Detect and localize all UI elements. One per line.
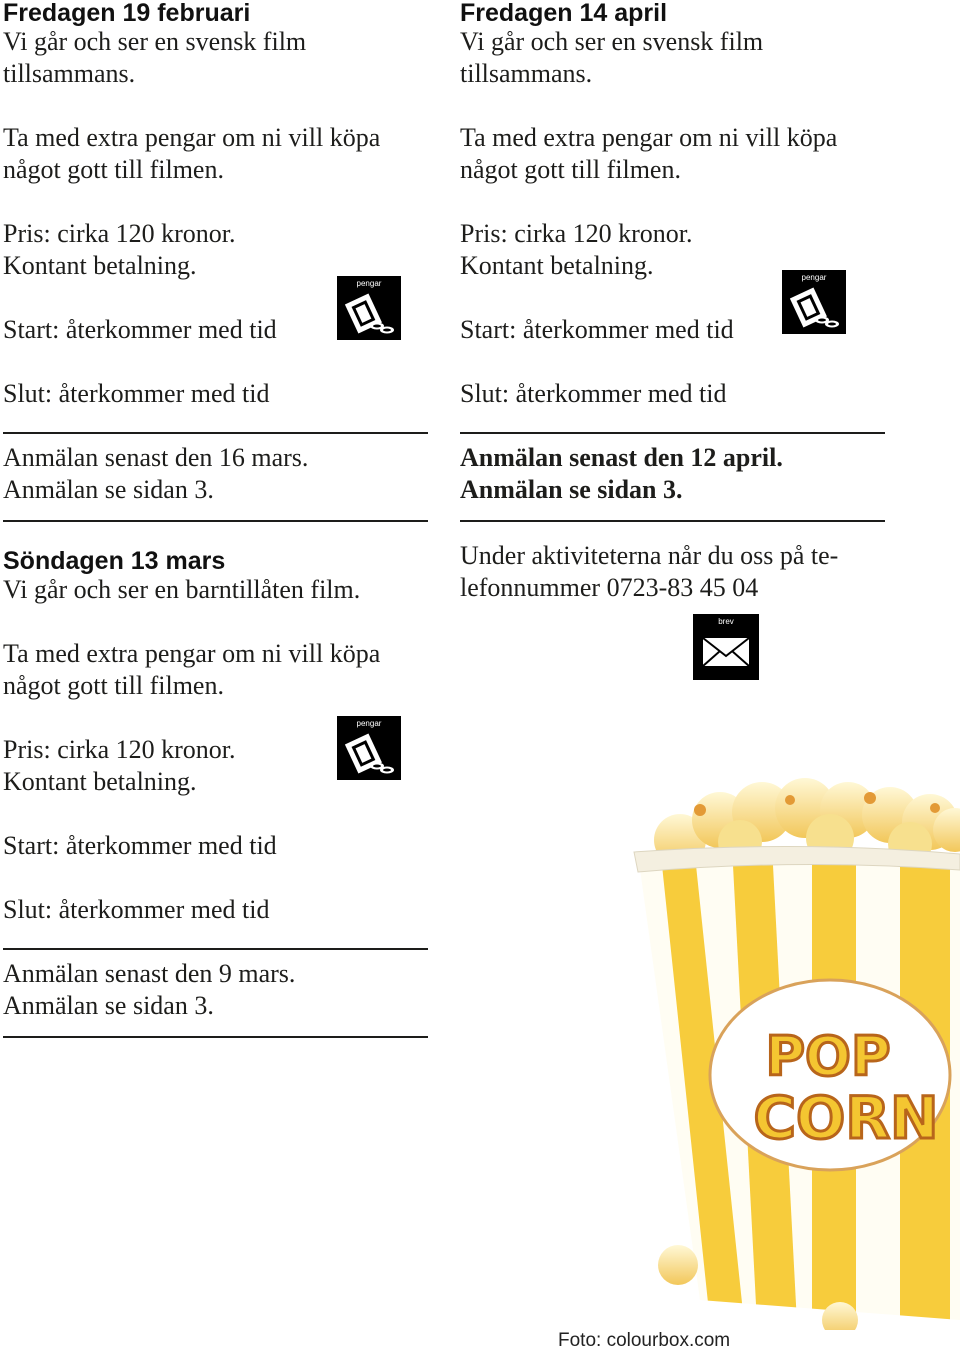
money-pictogram-label: pengar	[356, 279, 382, 288]
money-pictogram	[337, 716, 401, 780]
price-label: Pris:	[3, 219, 51, 248]
payment-method: Kontant betalning.	[3, 767, 197, 796]
price-line	[460, 218, 885, 250]
photo-credit: Foto: colourbox.com	[558, 1330, 731, 1351]
extra-money-note: Ta med extra pengar om ni vill köpa	[3, 123, 381, 152]
fallen-kernel	[658, 1245, 698, 1285]
popcorn-text-top: POP	[765, 1025, 891, 1088]
money-icon	[337, 288, 401, 340]
signup-reference: Anmälan se sidan 3.	[460, 475, 683, 504]
extra-money-note: något gott till filmen.	[460, 155, 681, 184]
start-label: Start:	[460, 315, 517, 344]
end-line	[3, 894, 428, 926]
signup-reference: Anmälan se sidan 3.	[3, 475, 214, 504]
event-title: Fredagen 14 april	[460, 0, 668, 27]
money-pictogram	[337, 276, 401, 340]
payment-method: Kontant betalning.	[3, 251, 197, 280]
event-description: Vi går och ser en barntillåten film.	[3, 575, 361, 604]
end-value: återkommer med tid	[52, 895, 270, 924]
signup-reference: Anmälan se sidan 3.	[3, 991, 214, 1020]
end-label: Slut:	[3, 379, 53, 408]
signup-deadline: Anmälan senast den 16 mars.	[3, 443, 309, 472]
money-pictogram	[782, 270, 846, 334]
event-description: tillsammans.	[460, 59, 593, 88]
start-value: återkommer med tid	[59, 315, 277, 344]
extra-money-note: Ta med extra pengar om ni vill köpa	[460, 123, 838, 152]
price-line	[3, 218, 428, 250]
event-title: Fredagen 19 februari	[3, 0, 251, 27]
letter-pictogram	[693, 614, 759, 680]
contact-info: lefonnummer 0723-83 45 04	[460, 573, 759, 602]
end-line	[460, 378, 885, 410]
money-icon	[782, 282, 846, 334]
extra-money-note: något gott till filmen.	[3, 155, 224, 184]
payment-method: Kontant betalning.	[460, 251, 654, 280]
end-line	[3, 378, 428, 410]
end-value: återkommer med tid	[509, 379, 727, 408]
money-pictogram-label: pengar	[801, 273, 827, 282]
price-label: Pris:	[3, 735, 51, 764]
price-value: cirka 120 kronor.	[507, 219, 693, 248]
start-label: Start:	[3, 315, 60, 344]
end-label: Slut:	[460, 379, 510, 408]
start-label: Start:	[3, 831, 60, 860]
left-column	[3, 0, 428, 1038]
popcorn-illustration	[590, 770, 960, 1330]
signup-deadline: Anmälan senast den 12 april.	[460, 443, 783, 472]
extra-money-note: Ta med extra pengar om ni vill köpa	[3, 639, 381, 668]
contact-info: Under aktiviteterna når du oss på te-	[460, 541, 839, 570]
start-value: återkommer med tid	[516, 315, 734, 344]
start-value: återkommer med tid	[59, 831, 277, 860]
money-pictogram-label: pengar	[356, 719, 382, 728]
price-value: cirka 120 kronor.	[50, 735, 236, 764]
letter-pictogram-label: brev	[718, 617, 734, 626]
event-description: tillsammans.	[3, 59, 136, 88]
divider	[3, 1036, 428, 1038]
price-value: cirka 120 kronor.	[50, 219, 236, 248]
price-label: Pris:	[460, 219, 508, 248]
money-icon	[337, 728, 401, 780]
start-line	[3, 830, 428, 862]
envelope-icon	[693, 626, 759, 680]
popcorn-text-bottom: CORN	[753, 1084, 939, 1152]
signup-deadline: Anmälan senast den 9 mars.	[3, 959, 296, 988]
event-title: Söndagen 13 mars	[3, 547, 226, 575]
extra-money-note: något gott till filmen.	[3, 671, 224, 700]
end-label: Slut:	[3, 895, 53, 924]
event-description: Vi går och ser en svensk film	[460, 27, 764, 56]
event-description: Vi går och ser en svensk film	[3, 27, 307, 56]
end-value: återkommer med tid	[52, 379, 270, 408]
